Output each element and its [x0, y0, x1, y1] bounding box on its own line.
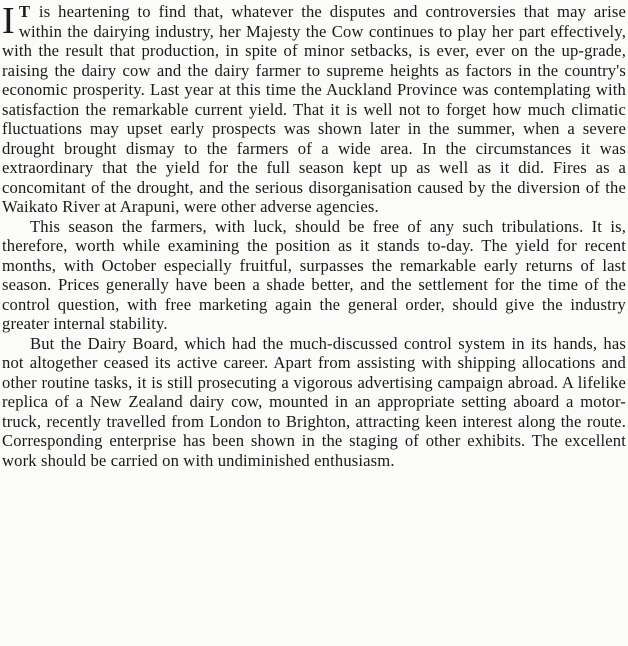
drop-cap-lead: T — [18, 2, 32, 21]
article-paragraph-1 — [2, 2, 626, 217]
article-column — [2, 2, 626, 470]
article-paragraph-2: This season the farmers, with luck, should be free of any such tribulations. It is, therefore, worth while examining the position as it stands to-day. The yield for recent months, with October especially fruitful, surpasses the remarkable early returns of last season. Prices generally have been a shade better, and the settlement for the time of the control question, with free marketing again the general order, should give the industry greater internal stability. — [2, 216, 626, 333]
paragraph-1-text: is heartening to find that, whatever the disputes and controversies that may arise within the dairying industry, her Majesty the Cow continues to play her part effectively, with the result that production, in spite of minor setbacks, is ever, ever on the up-grade, raising the dairy cow and the dairy farmer to supreme heights as factors in the country's economic prosperity. Last year at this time the Auckland Province was contemplating with satisfaction the remarkable current yield. That it is well not to forget how much climatic fluctuations may upset early prospects was shown later in the summer, when a severe drought brought dismay to the farmers of a wide area. In the circumstances it was extraordinary that the yield for the full season kept up as well as it did. Fires as a concomitant of the drought, and the serious disorganisation caused by the diversion of the Waikato River at Arapuni, were other adverse agencies. — [2, 2, 626, 216]
drop-cap: I — [2, 0, 15, 42]
article-paragraph-3: But the Dairy Board, which had the much-discussed control system in its hands, has not altogether ceased its active career. Apart from assisting with shipping allocations and other routine tasks, it is still prosecuting a vigorous advertising campaign abroad. A lifelike replica of a New Zealand dairy cow, mounted in an appropriate setting aboard a motor-truck, recently travelled from London to Brighton, attracting keen interest along the route. Corresponding enterprise has been shown in the staging of other exhibits. The excellent work should be carried on with undiminished enthusiasm. — [2, 333, 626, 470]
